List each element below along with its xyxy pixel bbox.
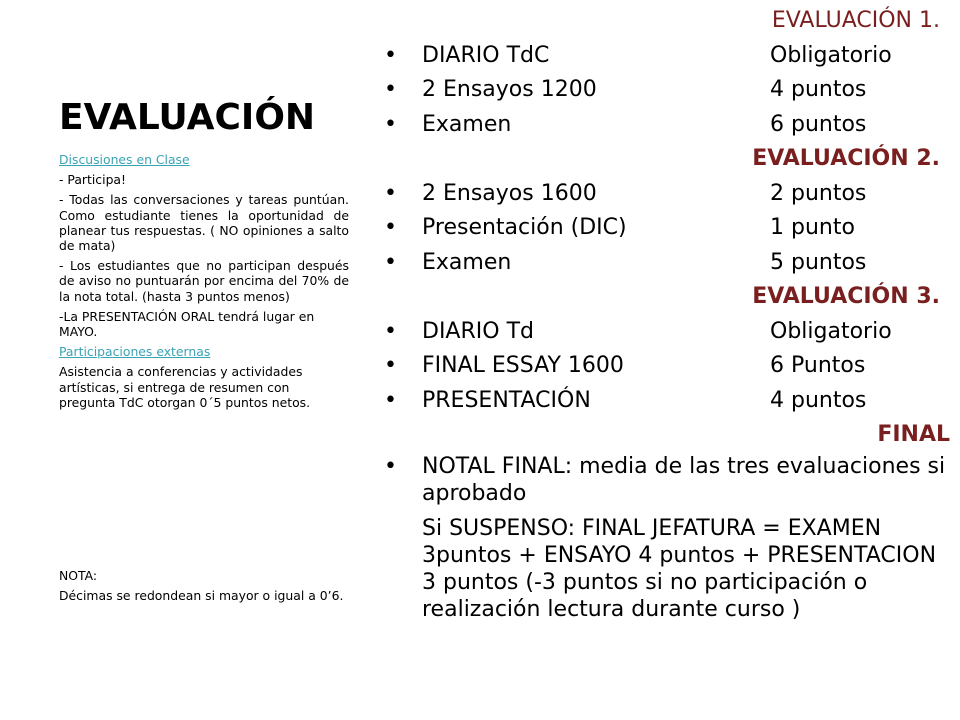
- bullet-icon: •: [384, 77, 397, 102]
- eval2-row-2: • Examen 5 puntos: [384, 246, 950, 281]
- eval1-row-2: • Examen 6 puntos: [384, 108, 950, 143]
- bullet-icon: •: [384, 180, 397, 206]
- slide-title: EVALUACIÓN: [59, 97, 316, 138]
- eval3-row-1: • FINAL ESSAY 1600 6 Puntos: [384, 349, 950, 384]
- final-header: FINAL: [877, 422, 950, 447]
- asistencia-text: Asistencia a conferencias y actividades artísticas, si entrega de resumen con pregunta TdC otorgan 0´5 puntos netos.: [59, 364, 311, 410]
- bullet-icon: •: [384, 111, 397, 137]
- bullet-icon: •: [384, 353, 397, 378]
- eval1-row-1: • 2 Ensayos 1200 4 puntos: [384, 73, 950, 108]
- eval3-header: EVALUACIÓN 3.: [752, 284, 940, 309]
- bullet-icon: •: [384, 453, 397, 479]
- suspenso-text: Si SUSPENSO: FINAL JEFATURA = EXAMEN 3puntos + ENSAYO 4 puntos + PRESENTACION 3 puntos (-3 puntos si no participación o realización lectura durante curso ): [422, 515, 937, 622]
- eval2-row-1: • Presentación (DIC) 1 punto: [384, 211, 950, 246]
- eval2-header: EVALUACIÓN 2.: [752, 146, 940, 171]
- presentacion-oral-text: -La PRESENTACIÓN ORAL tendrá lugar en MAYO.: [59, 308, 315, 340]
- note-label: NOTA:: [59, 568, 98, 583]
- bullet-icon: •: [384, 318, 397, 344]
- participa-text: - Participa!: [59, 172, 126, 188]
- note-block: [59, 568, 349, 608]
- eval1-row-0: • DIARIO TdC Obligatorio: [384, 39, 950, 74]
- eval1-header: EVALUACIÓN 1.: [771, 8, 940, 33]
- evaluation-list: [384, 4, 950, 623]
- bullet-icon: •: [384, 42, 397, 68]
- eval3-row-2: • PRESENTACIÓN 4 puntos: [384, 384, 950, 419]
- final-bullet-text: NOTAL FINAL: media de las tres evaluaciones si aprobado: [422, 453, 946, 506]
- bullet-icon: •: [384, 215, 397, 240]
- no-participan-text: - Los estudiantes que no participan después de aviso no puntuarán por encima del 70% de la nota total. (hasta 3 puntos menos): [59, 258, 349, 304]
- final-bullet-row: [384, 453, 950, 507]
- discusiones-link[interactable]: Discusiones en Clase: [59, 152, 190, 167]
- eval2-row-0: • 2 Ensayos 1600 2 puntos: [384, 177, 950, 212]
- conversaciones-text: - Todas las conversaciones y tareas puntúan. Como estudiante tienes la oportunidad de planear tus respuestas. ( NO opiniones a salto de mata): [59, 192, 349, 254]
- bullet-icon: •: [384, 249, 397, 275]
- bullet-icon: •: [384, 387, 397, 413]
- note-text: Décimas se redondean si mayor o igual a 0’6.: [59, 588, 344, 604]
- eval3-row-0: • DIARIO Td Obligatorio: [384, 315, 950, 350]
- participaciones-externas-link[interactable]: Participaciones externas: [59, 344, 211, 360]
- left-body: [59, 152, 349, 415]
